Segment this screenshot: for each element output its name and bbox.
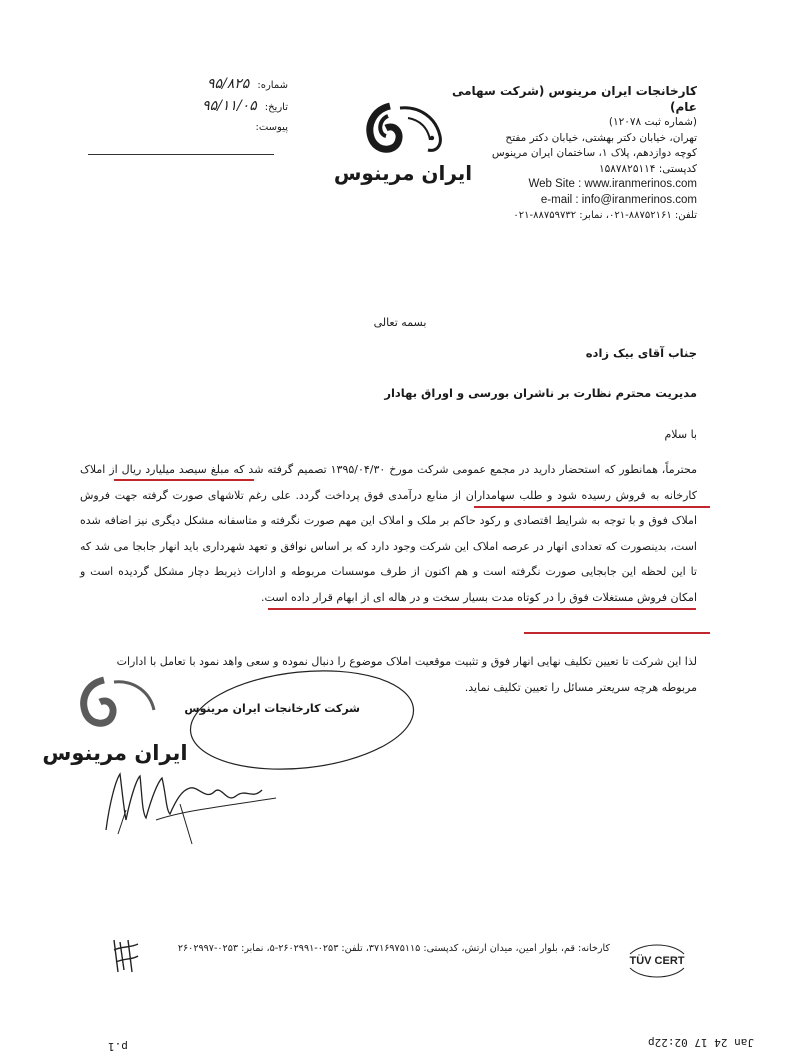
- logo-wordmark: ایران مرینوس: [333, 161, 473, 185]
- letter-number-label: شماره:: [257, 80, 288, 91]
- letter-meta: [88, 74, 288, 138]
- footer-monogram-icon: [108, 936, 142, 976]
- paragraph-closing: لذا این شرکت تا تعیین تکلیف نهایی انهار فوق و تثبیت موقعیت املاک موضوع را دنبال نموده و سعی واهد نمود با تعامل با ادارات مربوطه هرچه سریعتر مسائل را تعیین تکلیف نماید.: [116, 655, 697, 694]
- company-address-line-1: تهران، خیابان دکتر بهشتی، خیابان دکتر مفتح: [505, 131, 697, 144]
- fax-page-number: p.1: [108, 1040, 128, 1053]
- letter-number-row: [88, 74, 288, 96]
- stamp-logo-wordmark: ایران مرینوس: [42, 741, 188, 765]
- handwritten-signature: [96, 760, 296, 850]
- stamp-ram-logo: [40, 672, 190, 772]
- company-website: Web Site : www.iranmerinos.com: [528, 178, 697, 190]
- basmala: بسمه تعالی: [373, 316, 427, 329]
- red-underline: [524, 632, 710, 634]
- paragraph-main: محترماً، همانطور که استحضار دارید در مجمع عمومی شرکت مورخ ۱۳۹۵/۰۴/۳۰ تصمیم گرفته شد که مبلغ سیصد میلیارد ریال از املاک کارخانه به فروش رسیده شود و طلب سهامداران از منابع درآمدی فوق پرداخت گردد. علی رغم تلاشهای صورت گرفته جهت فروش املاک فوق و با توجه به شرایط اقتصادی و رکود حاکم بر ملک و املاک این مهم صورت نگرفته و متاسفانه مشکل دیگری نیز اضافه شده است، بدینصورت که تعدادی انهار در عرصه املاک این شرکت وجود دارد که بر اساس نوافق و تعهد شهرداری باید انهار جابجا می شد که تا این لحظه این جابجایی صورت نگرفته است و هم اکنون از طرف موسسات مربوطه و ادارات ذیربط دچار مشکل گردیده است و امکان فروش مستغلات فوق را در کوتاه مدت بسیار سخت و در هاله ای از ابهام قرار داده است.: [80, 463, 697, 604]
- red-underline: [474, 506, 710, 508]
- company-phone-fax: تلفن: ۸۸۷۵۲۱۶۱-۰۲۱، نمابر: ۸۸۷۵۹۷۳۲-۰۲۱: [513, 210, 697, 221]
- ram-logo: [328, 96, 478, 192]
- company-postal-code: کدپستی: ۱۵۸۷۸۲۵۱۱۴: [598, 162, 697, 175]
- letter-date-value: ۹۵/۱۱/۰۵: [202, 98, 257, 114]
- recipient: جناب آقای بیک زاده: [585, 346, 697, 360]
- signer-name: شرکت کارخانجات ایران مرینوس: [184, 702, 360, 715]
- greeting: با سلام: [664, 428, 697, 441]
- company-registration: (شماره ثبت ۱۲۰۷۸): [608, 116, 697, 128]
- company-email: e-mail : info@iranmerinos.com: [540, 193, 697, 206]
- red-underline: [268, 608, 696, 610]
- fax-timestamp: Jan 24 17 02:22p: [648, 1036, 754, 1049]
- red-underline: [114, 479, 254, 481]
- company-name: کارخانجات ایران مرینوس (شرکت سهامی عام): [451, 84, 697, 114]
- factory-address: کارخانه: قم، بلوار امین، میدان ارتش، کدپستی: ۳۷۱۶۹۷۵۱۱۵، تلفن: ۰۲۵۳-۲۶۰۲۹۹۱-۵، نمابر: ۰۲۵۳-۲۶۰۲۹۹۷: [177, 943, 610, 954]
- department: مدیریت محترم نظارت بر ناشران بورسی و اوراق بهادار: [384, 386, 697, 400]
- letter-date-row: [88, 96, 288, 118]
- tuv-cert-icon: [622, 938, 692, 980]
- tuv-cert-label: TÜV CERT: [629, 955, 685, 967]
- header-divider: [88, 154, 274, 155]
- letter-attachment-label: پیوست:: [255, 122, 288, 133]
- company-address-line-2: کوچه دوازدهم، پلاک ۱، ساختمان ایران مرینوس: [491, 147, 697, 159]
- letter-number-value: ۹۵/۸۲۵: [207, 76, 250, 92]
- letter-date-label: تاریخ:: [264, 102, 288, 113]
- letter-attachment-row: [88, 118, 288, 138]
